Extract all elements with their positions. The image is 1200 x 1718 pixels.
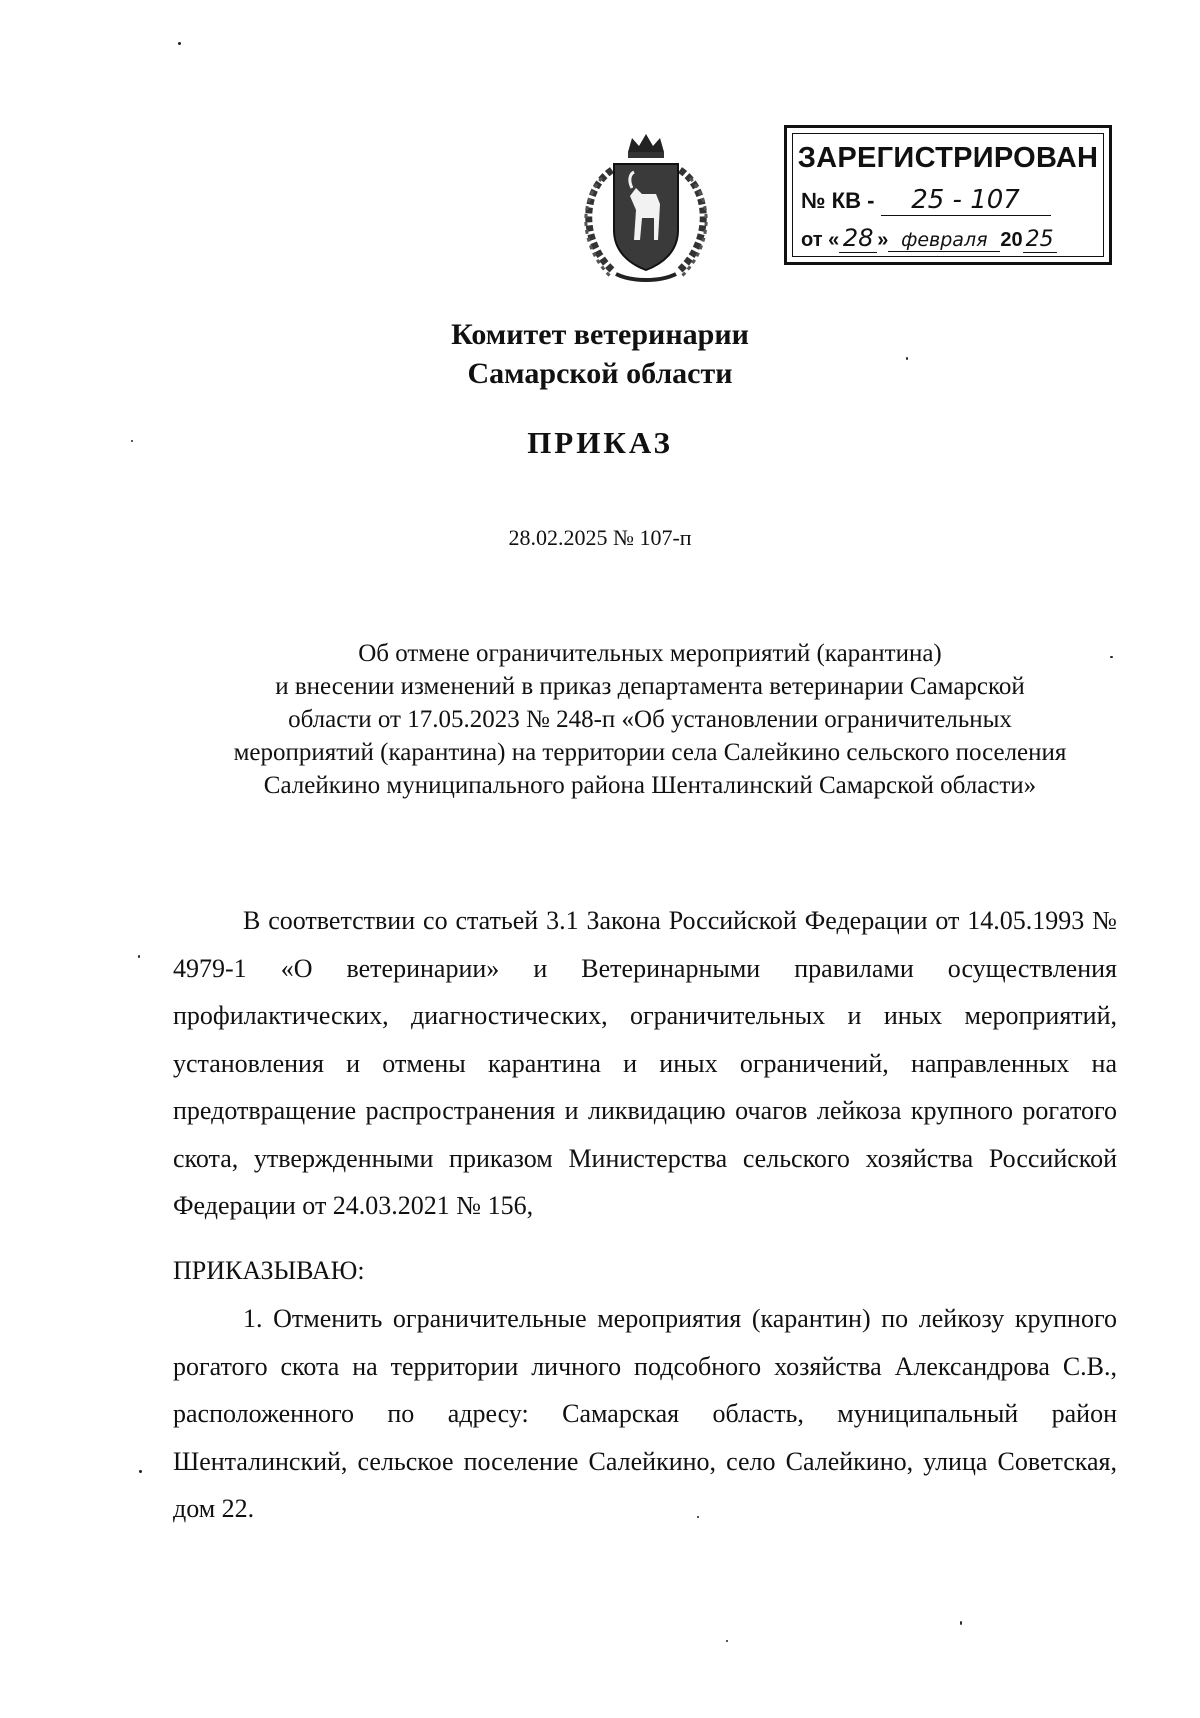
order-title: ПРИКАЗ <box>527 425 673 460</box>
scan-speck <box>960 1621 962 1625</box>
scan-speck <box>139 1470 142 1473</box>
order-item-1: 1. Отменить ограничительные мероприятия (карантин) по лейкозу крупного рогатого скота на территории личного подсобного хозяйства Александрова С.В., расположенного по адресу: Самарская область, муниципальный район Шенталинский, сельское поселение Салейкино, село Салейкино, улица Советская, дом 22. <box>173 1304 1117 1523</box>
stamp-date-month: февраля <box>888 229 1000 252</box>
stamp-title: ЗАРЕГИСТРИРОВАН <box>797 142 1099 174</box>
order-date-number: 28.02.2025 № 107-п <box>508 525 692 550</box>
registration-stamp <box>784 125 1112 265</box>
stamp-number-handwritten: 25 - 107 <box>881 185 1051 216</box>
directive-word: ПРИКАЗЫВАЮ: <box>173 1256 365 1285</box>
org-name-line2: Самарской области <box>467 357 733 390</box>
scan-speck <box>138 955 140 958</box>
stamp-date-prefix: от « <box>801 229 840 251</box>
subject-line: Салейкино муниципального района Шенталинский Самарской области» <box>263 772 1037 799</box>
stamp-date-line <box>801 224 1101 253</box>
samara-oblast-coat-of-arms-icon <box>572 130 720 286</box>
stamp-date-mid: » <box>877 229 889 251</box>
scan-speck <box>178 42 181 45</box>
subject-line: и внесении изменений в приказ департамента ветеринарии Самарской <box>275 673 1025 700</box>
subject-line: области от 17.05.2023 № 248-п «Об установлении ограничительных <box>288 706 1012 733</box>
order-subject <box>170 637 1130 802</box>
scan-speck <box>726 1640 728 1642</box>
stamp-number-prefix: № КВ - <box>801 188 875 213</box>
subject-line: мероприятий (карантина) на территории села Салейкино сельского поселения <box>233 739 1067 766</box>
stamp-date-day: 28 <box>839 224 877 253</box>
stamp-year-suffix: 25 <box>1023 227 1057 253</box>
stamp-year-prefix: 20 <box>1000 229 1023 251</box>
org-name-line1: Комитет ветеринарии <box>451 318 749 351</box>
preamble-paragraph: В соответствии со статьей 3.1 Закона Российской Федерации от 14.05.1993 № 4979-1 «О ветеринарии» и Ветеринарными правилами осуществления профилактических, диагностических, ограничительных и иных мероприятий, установления и отмены карантина и иных ограничений, направленных на предотвращение распространения и ликвидацию очагов лейкоза крупного рогатого скота, утвержденными приказом Министерства сельского хозяйства Российской Федерации от 24.03.2021 № 156, <box>173 906 1117 1220</box>
subject-line: Об отмене ограничительных мероприятий (карантина) <box>358 640 942 667</box>
stamp-number-line <box>801 185 1091 216</box>
